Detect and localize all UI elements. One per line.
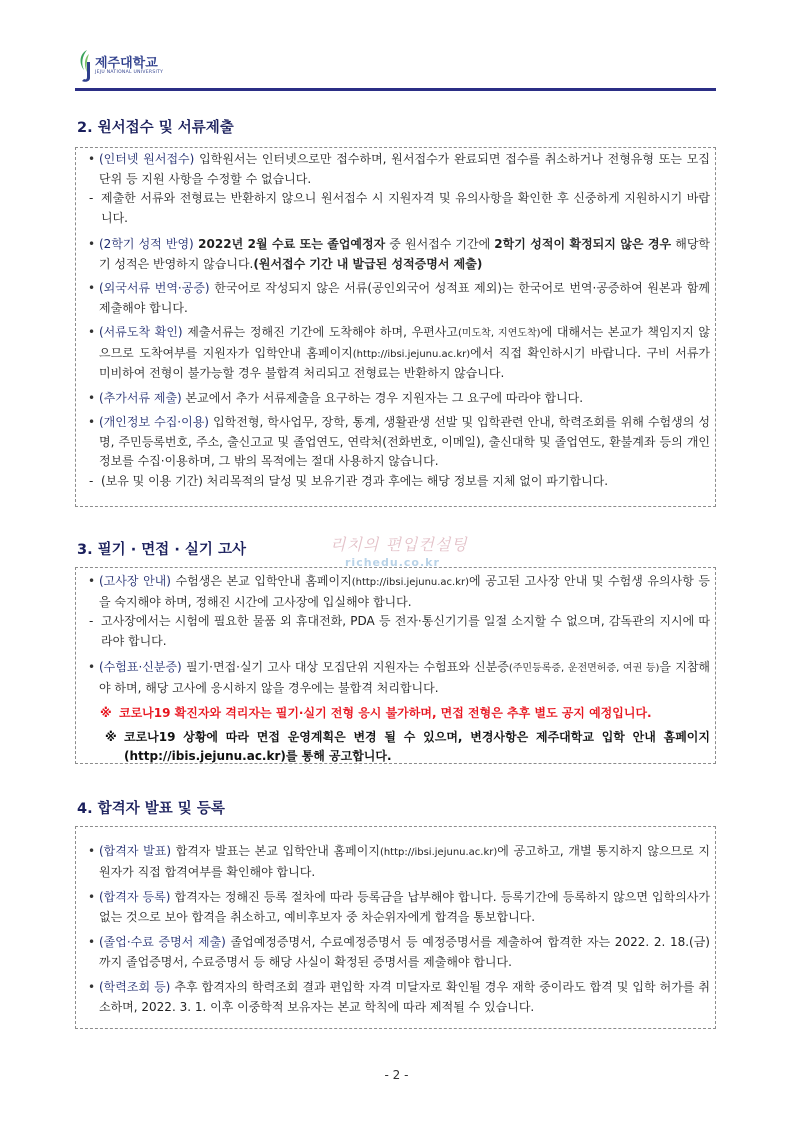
list-item: • (학력조회 등) 추후 합격자의 학력조회 결과 편입학 자격 미달자로 확인될 경우 재학 중이라도 합격 및 입학 허가를 취소하며, 2022. 3. 1. 이후 이중학적 보유자는 본교 학칙에 따라 제적될 수 있습니다.: [88, 978, 710, 1017]
list-item: • (합격자 등록) 합격자는 정해진 등록 절차에 따라 등록금을 납부해야 합니다. 등록기간에 등록하지 않으면 입학의사가 없는 것으로 보아 합격을 취소하고, 예비후보자 중 차순위자에게 합격을 통보합니다.: [88, 888, 710, 927]
list-item: • (졸업·수료 증명서 제출) 졸업예정증명서, 수료예정증명서 등 예정증명서를 제출하여 합격한 자는 2022. 2. 18.(금)까지 졸업증명서, 수료증명서 등 해당 사실이 확정된 증명서를 제출해야 합니다.: [88, 933, 710, 972]
list-item: • (2학기 성적 반영) 2022년 2월 수료 또는 졸업예정자 중 원서접수 기간에 2학기 성적이 확정되지 않은 경우 해당학기 성적은 반영하지 않습니다.(원서접수 기간 내 발급된 성적증명서 제출): [88, 235, 710, 274]
list-item: • (개인정보 수집·이용) 입학전형, 학사업무, 장학, 통계, 생활관생 선발 및 입학관련 안내, 학력조회를 위해 수험생의 성명, 주민등록번호, 주소, 출신고교 및 졸업연도, 연락처(전화번호, 이메일), 출신대학 및 졸업연도, 환불계좌 등의 개인정보를 수집·이용하며, 그 밖의 목적에는 절대 사용하지 않습니다.: [88, 413, 710, 472]
covid-notice-red: ※ 코로나19 확진자와 격리자는 필기·실기 전형 응시 불가하며, 면접 전형은 추후 별도 공지 예정입니다.: [100, 704, 710, 724]
section-content-application: [88, 150, 710, 491]
list-item: • (합격자 발표) 합격자 발표는 본교 입학안내 홈페이지(http://ibsi.jejunu.ac.kr)에 공고하고, 개별 통지하지 않으므로 지원자가 직접 합격여부를 확인해야 합니다.: [88, 842, 710, 882]
watermark-text: 리치의 편입컨설팅: [330, 535, 468, 554]
page-header: [75, 40, 715, 92]
list-subitem: - (보유 및 이용 기간) 처리목적의 달성 및 보유기관 경과 후에는 해당 정보를 지체 없이 파기합니다.: [88, 472, 710, 492]
section-content-exams: [88, 572, 710, 767]
university-sub-name: JEJU NATIONAL UNIVERSITY: [95, 70, 164, 75]
list-item: • (서류도착 확인) 제출서류는 정해진 기간에 도착해야 하며, 우편사고(미도착, 지연도착)에 대해서는 본교가 책임지지 않으므로 도착여부를 지원자가 입학안내 홈페이지(http://ibsi.jejunu.ac.kr)에서 직접 확인하시기 바랍니다. 구비 서류가 미비하여 전형이 불가능할 경우 불합격 처리되고 전형료는 반환하지 않습니다.: [88, 323, 710, 384]
list-item: • (외국서류 번역·공증) 한국어로 작성되지 않은 서류(공인외국어 성적표 제외)는 한국어로 번역·공증하여 원본과 함께 제출해야 합니다.: [88, 279, 710, 318]
section-title-exams: 3. 필기 · 면접 · 실기 고사: [77, 542, 246, 558]
list-item: • (수험표·신분증) 필기·면접·실기 고사 대상 모집단위 지원자는 수험표와 신분증(주민등록증, 운전면허증, 여권 등)을 지참해야 하며, 해당 고사에 응시하지 않을 경우에는 불합격 처리합니다.: [88, 658, 710, 698]
list-item: • (고사장 안내) 수험생은 본교 입학안내 홈페이지(http://ibsi.jejunu.ac.kr)에 공고된 고사장 안내 및 수험생 유의사항 등을 숙지해야 하며, 정해진 시간에 고사장에 입실해야 합니다.: [88, 572, 710, 612]
covid-notice: ※ 코로나19 상황에 따라 면접 운영계획은 변경 될 수 있으며, 변경사항은 제주대학교 입학 안내 홈페이지(http://ibis.jejunu.ac.kr)를 통해 공고합니다.: [100, 728, 710, 767]
list-item: • (인터넷 원서접수) 입학원서는 인터넷으로만 접수하며, 원서접수가 완료되면 접수를 취소하거나 전형유형 또는 모집단위 등 지원 사항을 수정할 수 없습니다.: [88, 150, 710, 189]
watermark-url: richedu.co.kr: [345, 556, 440, 569]
list-subitem: - 고사장에서는 시험에 필요한 물품 외 휴대전화, PDA 등 전자·통신기기를 일절 소지할 수 없으며, 감독관의 지시에 따라야 합니다.: [88, 612, 710, 651]
header-divider: [75, 88, 716, 91]
section-content-results: [88, 842, 710, 1017]
section-title-results: 4. 합격자 발표 및 등록: [77, 801, 225, 817]
section-title-application: 2. 원서접수 및 서류제출: [77, 120, 234, 136]
university-logo-icon: [75, 48, 95, 84]
list-subitem: - 제출한 서류와 전형료는 반환하지 않으니 원서접수 시 지원자격 및 유의사항을 확인한 후 신중하게 지원하시기 바랍니다.: [88, 189, 710, 228]
list-item: • (추가서류 제출) 본교에서 추가 서류제출을 요구하는 경우 지원자는 그 요구에 따라야 합니다.: [88, 389, 710, 409]
university-name: 제주대학교: [95, 56, 158, 71]
page-number: - 2 -: [384, 1068, 409, 1082]
